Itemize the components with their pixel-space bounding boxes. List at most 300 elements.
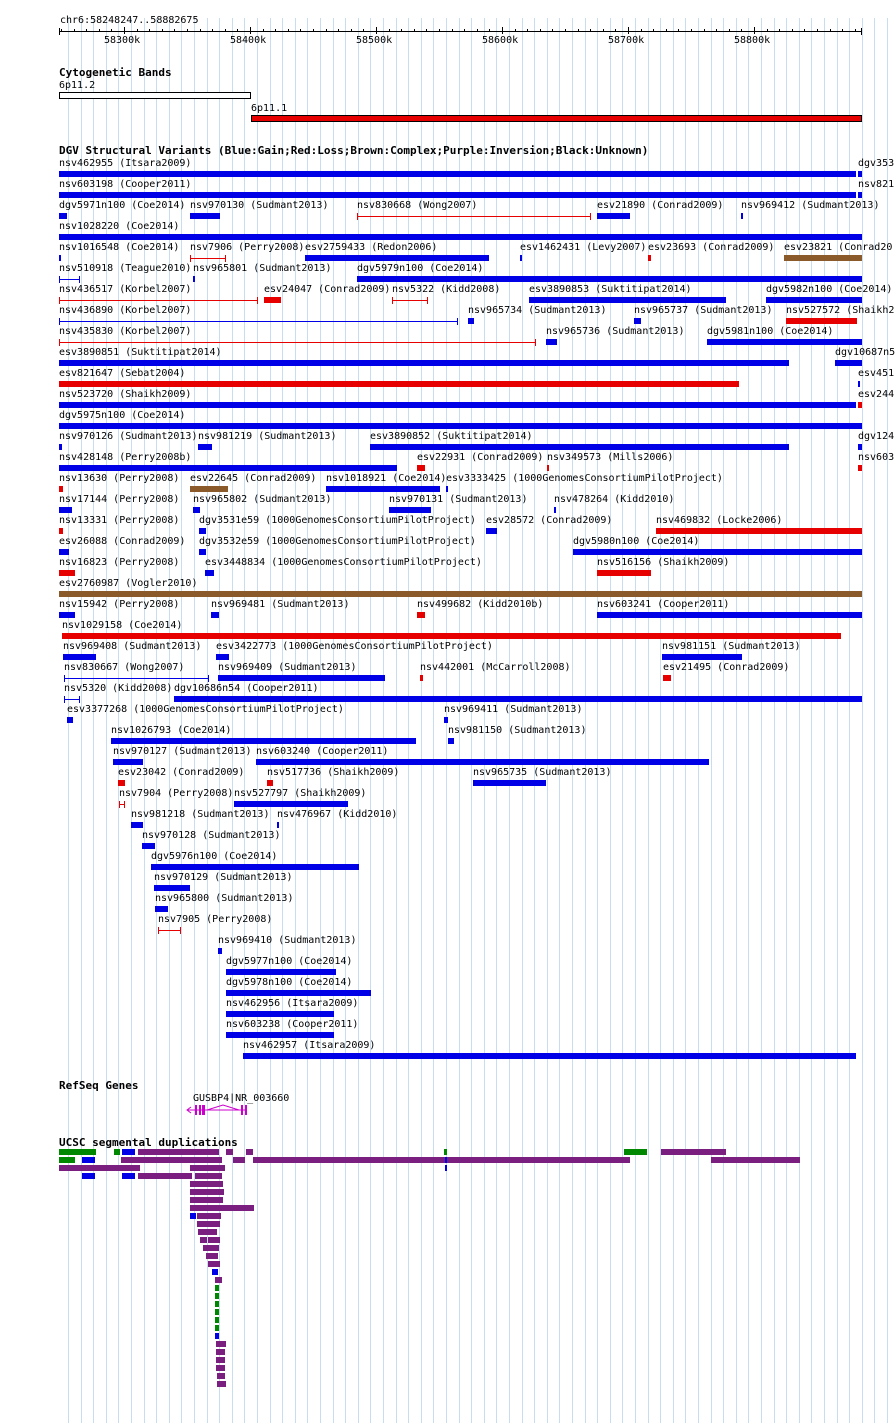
segdup-feature[interactable] <box>216 1357 225 1363</box>
variant-feature[interactable] <box>662 654 742 660</box>
variant-feature[interactable] <box>597 570 651 576</box>
variant-feature[interactable] <box>370 444 789 450</box>
variant-label[interactable]: esv21890 (Conrad2009) <box>597 200 724 211</box>
variant-feature[interactable] <box>113 759 143 765</box>
variant-label[interactable]: nsv7904 (Perry2008) <box>119 788 234 799</box>
variant-feature[interactable] <box>243 1053 856 1059</box>
variant-label[interactable]: esv451 <box>858 368 895 379</box>
variant-label[interactable]: nsv442001 (McCarroll2008) <box>420 662 571 673</box>
ruler-minor-tick <box>288 29 289 32</box>
variant-feature[interactable] <box>111 738 416 744</box>
variant-feature[interactable] <box>264 297 281 303</box>
variant-label[interactable]: nsv981151 (Sudmant2013) <box>662 641 801 652</box>
variant-feature[interactable] <box>446 486 448 492</box>
variant-label[interactable]: esv821647 (Sebat2004) <box>59 368 186 379</box>
variant-feature[interactable] <box>448 738 454 744</box>
segdup-feature[interactable] <box>190 1181 223 1187</box>
ruler-major-tick <box>250 27 251 34</box>
segdup-feature[interactable] <box>59 1157 75 1163</box>
variant-feature[interactable] <box>59 507 72 513</box>
variant-label[interactable]: esv22645 (Conrad2009) <box>190 473 317 484</box>
variant-feature[interactable] <box>218 675 385 681</box>
segdup-feature[interactable] <box>624 1149 647 1155</box>
ruler-minor-tick <box>363 29 364 32</box>
variant-label[interactable]: nsv1029158 (Coe2014) <box>62 620 183 631</box>
variant-feature[interactable] <box>226 969 336 975</box>
segdup-feature[interactable] <box>215 1293 219 1299</box>
segdup-feature[interactable] <box>82 1173 95 1179</box>
variant-label[interactable]: esv3333425 (1000GenomesConsortiumPilotProject) <box>446 473 723 484</box>
variant-feature[interactable] <box>59 486 63 492</box>
variant-label[interactable]: esv2759433 (Redon2006) <box>305 242 438 253</box>
variant-label[interactable]: esv22931 (Conrad2009) <box>417 452 544 463</box>
variant-feature[interactable] <box>573 549 862 555</box>
variant-feature[interactable] <box>858 465 862 471</box>
variant-label[interactable]: nsv435830 (Korbel2007) <box>59 326 192 337</box>
cytoband-6p11.2[interactable] <box>59 92 251 99</box>
variant-label[interactable]: esv23821 (Conrad20 <box>784 242 893 253</box>
variant-feature[interactable] <box>59 612 75 618</box>
variant-feature[interactable] <box>357 216 591 217</box>
segdup-feature[interactable] <box>138 1173 192 1179</box>
variant-feature[interactable] <box>59 591 862 597</box>
variant-label[interactable]: nsv821 <box>858 179 895 190</box>
ruler-minor-tick <box>200 29 201 32</box>
variant-feature[interactable] <box>190 486 228 492</box>
segdup-feature[interactable] <box>190 1205 254 1211</box>
variant-label[interactable]: esv3377268 (1000GenomesConsortiumPilotProject) <box>67 704 344 715</box>
variant-label[interactable]: nsv603 <box>858 452 895 463</box>
variant-feature[interactable] <box>64 699 80 700</box>
gene-feature-gusbp4[interactable] <box>185 1103 251 1117</box>
variant-feature[interactable] <box>174 696 862 702</box>
grid-line <box>660 18 661 1423</box>
variant-label[interactable]: nsv603198 (Cooper2011) <box>59 179 192 190</box>
variant-label[interactable]: esv26088 (Conrad2009) <box>59 536 186 547</box>
segdup-feature[interactable] <box>445 1165 447 1171</box>
variant-label[interactable]: nsv981219 (Sudmant2013) <box>198 431 337 442</box>
segdup-feature[interactable] <box>114 1149 120 1155</box>
segdup-feature[interactable] <box>217 1381 226 1387</box>
variant-label[interactable]: esv3890851 (Suktitipat2014) <box>59 347 222 358</box>
variant-label[interactable]: nsv516156 (Shaikh2009) <box>597 557 730 568</box>
variant-feature[interactable] <box>597 612 862 618</box>
variant-end <box>357 213 358 220</box>
variant-label[interactable]: dgv5971n100 (Coe2014) <box>59 200 186 211</box>
segdup-track-title: UCSC segmental duplications <box>59 1136 238 1149</box>
variant-label[interactable]: nsv16823 (Perry2008) <box>59 557 180 568</box>
variant-feature[interactable] <box>59 192 856 198</box>
variant-feature[interactable] <box>151 864 359 870</box>
variant-label[interactable]: esv21495 (Conrad2009) <box>663 662 790 673</box>
grid-line <box>711 18 712 1423</box>
ruler-minor-tick <box>729 29 730 32</box>
gene-label[interactable]: GUSBP4|NR_003660 <box>193 1093 290 1104</box>
variant-label[interactable]: nsv603241 (Cooper2011) <box>597 599 730 610</box>
variant-label[interactable]: esv24047 (Conrad2009) <box>264 284 391 295</box>
variant-feature[interactable] <box>277 822 279 828</box>
variant-label[interactable]: nsv13630 (Perry2008) <box>59 473 180 484</box>
variant-feature[interactable] <box>392 300 428 301</box>
variant-label[interactable]: dgv5977n100 (Coe2014) <box>226 956 353 967</box>
variant-label[interactable]: nsv965801 (Sudmant2013) <box>193 263 332 274</box>
variant-label[interactable]: nsv981218 (Sudmant2013) <box>131 809 270 820</box>
ruler-minor-tick <box>666 29 667 32</box>
variant-feature[interactable] <box>59 300 258 301</box>
segdup-feature[interactable] <box>197 1213 221 1219</box>
variant-label[interactable]: nsv1016548 (Coe2014) <box>59 242 180 253</box>
variant-label[interactable]: nsv1018921 (Coe2014) <box>326 473 447 484</box>
variant-label[interactable]: esv1462431 (Levy2007) <box>520 242 647 253</box>
variant-feature[interactable] <box>193 276 195 282</box>
grid-line <box>408 18 409 1423</box>
variant-label[interactable]: nsv462955 (Itsara2009) <box>59 158 192 169</box>
ruler-minor-tick <box>401 29 402 32</box>
segdup-feature[interactable] <box>59 1149 96 1155</box>
variant-label[interactable]: nsv7905 (Perry2008) <box>158 914 273 925</box>
cytoband-track-title: Cytogenetic Bands <box>59 66 172 79</box>
variant-label[interactable]: nsv969411 (Sudmant2013) <box>444 704 583 715</box>
variant-label[interactable]: nsv603240 (Cooper2011) <box>256 746 389 757</box>
variant-feature[interactable] <box>190 258 226 259</box>
variant-label[interactable]: dgv10687n5 <box>835 347 895 358</box>
variant-label[interactable]: nsv499682 (Kidd2010b) <box>417 599 544 610</box>
segdup-feature[interactable] <box>215 1317 219 1323</box>
grid-line <box>748 18 749 1423</box>
variant-feature[interactable] <box>59 381 739 387</box>
segdup-feature[interactable] <box>138 1149 219 1155</box>
segdup-feature[interactable] <box>195 1173 222 1179</box>
variant-feature[interactable] <box>226 990 371 996</box>
segdup-feature[interactable] <box>215 1285 219 1291</box>
variant-label[interactable]: nsv462956 (Itsara2009) <box>226 998 359 1009</box>
variant-end <box>392 297 393 304</box>
ruler-minor-tick <box>842 29 843 32</box>
variant-feature[interactable] <box>199 549 206 555</box>
variant-feature[interactable] <box>59 444 62 450</box>
segdup-feature[interactable] <box>253 1157 630 1163</box>
variant-feature[interactable] <box>389 507 431 513</box>
variant-feature[interactable] <box>707 339 862 345</box>
variant-feature[interactable] <box>154 885 190 891</box>
segdup-feature[interactable] <box>200 1237 207 1243</box>
variant-label[interactable]: nsv970131 (Sudmant2013) <box>389 494 528 505</box>
segdup-feature[interactable] <box>445 1157 447 1163</box>
variant-label[interactable]: nsv7906 (Perry2008) <box>190 242 305 253</box>
variant-label[interactable]: nsv436890 (Korbel2007) <box>59 305 192 316</box>
variant-feature[interactable] <box>305 255 489 261</box>
variant-label[interactable]: nsv603238 (Cooper2011) <box>226 1019 359 1030</box>
variant-feature[interactable] <box>858 381 860 387</box>
variant-label[interactable]: nsv1028220 (Coe2014) <box>59 221 180 232</box>
variant-feature[interactable] <box>554 507 556 513</box>
variant-label[interactable]: dgv10686n54 (Cooper2011) <box>174 683 319 694</box>
variant-feature[interactable] <box>67 717 73 723</box>
variant-label[interactable]: esv3422773 (1000GenomesConsortiumPilotProject) <box>216 641 493 652</box>
variant-feature[interactable] <box>193 507 200 513</box>
variant-feature[interactable] <box>858 402 862 408</box>
grid-line <box>370 18 371 1423</box>
variant-feature[interactable] <box>417 465 425 471</box>
grid-line <box>849 18 850 1423</box>
variant-end <box>59 339 60 346</box>
variant-label[interactable]: dgv5982n100 (Coe2014) <box>766 284 893 295</box>
variant-feature[interactable] <box>648 255 651 261</box>
segdup-feature[interactable] <box>208 1237 220 1243</box>
variant-label[interactable]: nsv969409 (Sudmant2013) <box>218 662 357 673</box>
variant-feature[interactable] <box>520 255 522 261</box>
variant-feature[interactable] <box>473 780 546 786</box>
segdup-feature[interactable] <box>216 1349 225 1355</box>
segdup-feature[interactable] <box>233 1157 245 1163</box>
variant-feature[interactable] <box>59 423 862 429</box>
variant-label[interactable]: nsv830668 (Wong2007) <box>357 200 478 211</box>
segdup-feature[interactable] <box>190 1213 196 1219</box>
segdup-feature[interactable] <box>212 1269 218 1275</box>
segdup-feature[interactable] <box>216 1365 225 1371</box>
variant-feature[interactable] <box>59 213 67 219</box>
variant-feature[interactable] <box>766 297 862 303</box>
variant-feature[interactable] <box>59 234 862 240</box>
variant-feature[interactable] <box>64 678 209 679</box>
variant-feature[interactable] <box>59 279 80 280</box>
variant-label[interactable]: nsv527572 (Shaikh2 <box>786 305 895 316</box>
segdup-feature[interactable] <box>82 1157 95 1163</box>
variant-feature[interactable] <box>256 759 709 765</box>
variant-label[interactable]: dgv5980n100 (Coe2014) <box>573 536 700 547</box>
segdup-feature[interactable] <box>226 1149 233 1155</box>
variant-label[interactable]: nsv476967 (Kidd2010) <box>277 809 398 820</box>
variant-label[interactable]: nsv523720 (Shaikh2009) <box>59 389 192 400</box>
variant-label[interactable]: nsv969410 (Sudmant2013) <box>218 935 357 946</box>
grid-line <box>522 18 523 1423</box>
variant-label[interactable]: dgv124 <box>858 431 895 442</box>
variant-feature[interactable] <box>741 213 743 219</box>
segdup-feature[interactable] <box>121 1157 222 1163</box>
variant-label[interactable]: nsv527797 (Shaikh2009) <box>234 788 367 799</box>
variant-label[interactable]: dgv5976n100 (Coe2014) <box>151 851 278 862</box>
ruler-minor-tick <box>137 29 138 32</box>
variant-feature[interactable] <box>62 633 841 639</box>
variant-feature[interactable] <box>634 318 641 324</box>
variant-label[interactable]: esv23042 (Conrad2009) <box>118 767 245 778</box>
ruler-minor-tick <box>74 29 75 32</box>
variant-feature[interactable] <box>597 213 630 219</box>
variant-label[interactable]: nsv1026793 (Coe2014) <box>111 725 232 736</box>
variant-feature[interactable] <box>784 255 862 261</box>
grid-line <box>471 18 472 1423</box>
variant-label[interactable]: nsv462957 (Itsara2009) <box>243 1040 376 1051</box>
variant-label[interactable]: nsv965800 (Sudmant2013) <box>155 893 294 904</box>
variant-feature[interactable] <box>858 444 862 450</box>
variant-label[interactable]: nsv981150 (Sudmant2013) <box>448 725 587 736</box>
variant-feature[interactable] <box>59 465 397 471</box>
variant-feature[interactable] <box>858 171 862 177</box>
variant-feature[interactable] <box>468 318 474 324</box>
variant-label[interactable]: nsv965737 (Sudmant2013) <box>634 305 773 316</box>
variant-feature[interactable] <box>858 192 862 198</box>
variant-feature[interactable] <box>59 549 69 555</box>
variant-feature[interactable] <box>59 402 856 408</box>
variant-feature[interactable] <box>786 318 857 324</box>
segdup-feature[interactable] <box>215 1301 219 1307</box>
variant-label[interactable]: nsv969481 (Sudmant2013) <box>211 599 350 610</box>
cytoband-6p11.1[interactable] <box>251 115 862 122</box>
segdup-feature[interactable] <box>190 1165 225 1171</box>
variant-feature[interactable] <box>420 675 423 681</box>
grid-line <box>547 18 548 1423</box>
segdup-feature[interactable] <box>217 1373 225 1379</box>
variant-label[interactable]: nsv965735 (Sudmant2013) <box>473 767 612 778</box>
segdup-feature[interactable] <box>215 1309 219 1315</box>
variant-label[interactable]: nsv970128 (Sudmant2013) <box>142 830 281 841</box>
variant-feature[interactable] <box>59 570 75 576</box>
variant-feature[interactable] <box>417 612 425 618</box>
variant-label[interactable]: nsv970126 (Sudmant2013) <box>59 431 198 442</box>
variant-label[interactable]: esv3448834 (1000GenomesConsortiumPilotProject) <box>205 557 482 568</box>
variant-feature[interactable] <box>357 276 862 282</box>
variant-end <box>190 255 191 262</box>
variant-label[interactable]: esv28572 (Conrad2009) <box>486 515 613 526</box>
variant-label[interactable]: dgv5978n100 (Coe2014) <box>226 977 353 988</box>
variant-label[interactable]: nsv970129 (Sudmant2013) <box>154 872 293 883</box>
segdup-feature[interactable] <box>444 1149 447 1155</box>
variant-label[interactable]: dgv5975n100 (Coe2014) <box>59 410 186 421</box>
segdup-feature[interactable] <box>215 1333 219 1339</box>
variant-label[interactable]: dgv5979n100 (Coe2014) <box>357 263 484 274</box>
variant-end <box>208 675 209 682</box>
variant-feature[interactable] <box>118 780 125 786</box>
variant-feature[interactable] <box>226 1011 334 1017</box>
variant-feature[interactable] <box>205 570 214 576</box>
segdup-feature[interactable] <box>203 1245 219 1251</box>
variant-label[interactable]: nsv969408 (Sudmant2013) <box>63 641 202 652</box>
segdup-feature[interactable] <box>190 1189 224 1195</box>
variant-feature[interactable] <box>444 717 448 723</box>
grid-line <box>496 18 497 1423</box>
variant-label[interactable]: nsv965802 (Sudmant2013) <box>193 494 332 505</box>
variant-feature[interactable] <box>59 360 789 366</box>
variant-label[interactable]: dgv3531e59 (1000GenomesConsortiumPilotProject) <box>199 515 476 526</box>
grid-line <box>181 18 182 1423</box>
variant-label[interactable]: nsv970127 (Sudmant2013) <box>113 746 252 757</box>
variant-label[interactable]: esv3890852 (Suktitipat2014) <box>370 431 533 442</box>
variant-label[interactable]: dgv5981n100 (Coe2014) <box>707 326 834 337</box>
grid-line <box>232 18 233 1423</box>
variant-label[interactable]: nsv13331 (Perry2008) <box>59 515 180 526</box>
variant-feature[interactable] <box>218 948 222 954</box>
ruler-minor-tick <box>338 29 339 32</box>
grid-line <box>345 18 346 1423</box>
variant-feature[interactable] <box>190 213 220 219</box>
grid-line <box>358 18 359 1423</box>
variant-feature[interactable] <box>216 654 229 660</box>
variant-label[interactable]: nsv349573 (Mills2006) <box>547 452 674 463</box>
segdup-feature[interactable] <box>122 1149 135 1155</box>
variant-feature[interactable] <box>59 528 63 534</box>
variant-feature[interactable] <box>59 171 856 177</box>
variant-label[interactable]: nsv970130 (Sudmant2013) <box>190 200 329 211</box>
segdup-feature[interactable] <box>197 1221 220 1227</box>
ruler-major-tick <box>124 27 125 34</box>
variant-label[interactable]: nsv969412 (Sudmant2013) <box>741 200 880 211</box>
variant-label[interactable]: nsv428148 (Perry2008b) <box>59 452 192 463</box>
variant-label[interactable]: dgv3532e59 (1000GenomesConsortiumPilotProject) <box>199 536 476 547</box>
segdup-feature[interactable] <box>711 1157 800 1163</box>
variant-label[interactable]: esv2760987 (Vogler2010) <box>59 578 198 589</box>
variant-feature[interactable] <box>59 255 61 261</box>
ruler-minor-tick <box>313 29 314 32</box>
segdup-feature[interactable] <box>661 1149 726 1155</box>
segdup-feature[interactable] <box>59 1165 140 1171</box>
segdup-feature[interactable] <box>246 1149 253 1155</box>
variant-label[interactable]: nsv436517 (Korbel2007) <box>59 284 192 295</box>
variant-feature[interactable] <box>835 360 862 366</box>
variant-feature[interactable] <box>59 342 536 343</box>
variant-label[interactable]: dgv353 <box>858 158 895 169</box>
variant-label[interactable]: nsv469832 (Locke2006) <box>656 515 783 526</box>
segdup-feature[interactable] <box>198 1229 217 1235</box>
variant-feature[interactable] <box>326 486 440 492</box>
segdup-feature[interactable] <box>122 1173 135 1179</box>
ruler-minor-tick <box>212 29 213 32</box>
variant-feature[interactable] <box>199 528 206 534</box>
variant-feature[interactable] <box>663 675 671 681</box>
variant-feature[interactable] <box>226 1032 334 1038</box>
variant-feature[interactable] <box>158 930 181 931</box>
segdup-feature[interactable] <box>216 1341 226 1347</box>
grid-line <box>648 18 649 1423</box>
segdup-feature[interactable] <box>215 1277 222 1283</box>
variant-label[interactable]: nsv5320 (Kidd2008) <box>64 683 173 694</box>
variant-feature[interactable] <box>486 528 497 534</box>
variant-label[interactable]: nsv17144 (Perry2008) <box>59 494 180 505</box>
variant-feature[interactable] <box>546 339 557 345</box>
variant-label[interactable]: nsv965736 (Sudmant2013) <box>546 326 685 337</box>
variant-label[interactable]: nsv517736 (Shaikh2009) <box>267 767 400 778</box>
variant-label[interactable]: esv23693 (Conrad2009) <box>648 242 775 253</box>
variant-feature[interactable] <box>547 465 549 471</box>
variant-feature[interactable] <box>198 444 212 450</box>
ruler-minor-tick <box>779 29 780 32</box>
variant-label[interactable]: nsv478264 (Kidd2010) <box>554 494 675 505</box>
segdup-feature[interactable] <box>190 1197 223 1203</box>
variant-feature[interactable] <box>142 843 155 849</box>
variant-label[interactable]: esv244 <box>858 389 895 400</box>
segdup-feature[interactable] <box>206 1253 218 1259</box>
segdup-feature[interactable] <box>215 1325 219 1331</box>
variant-label[interactable]: nsv965734 (Sudmant2013) <box>468 305 607 316</box>
variant-feature[interactable] <box>234 801 348 807</box>
variant-feature[interactable] <box>131 822 143 828</box>
variant-feature[interactable] <box>656 528 862 534</box>
variant-label[interactable]: nsv15942 (Perry2008) <box>59 599 180 610</box>
grid-line <box>270 18 271 1423</box>
variant-label[interactable]: nsv830667 (Wong2007) <box>64 662 185 673</box>
variant-label[interactable]: nsv510918 (Teague2010) <box>59 263 192 274</box>
variant-feature[interactable] <box>63 654 96 660</box>
variant-label[interactable]: nsv5322 (Kidd2008) <box>392 284 501 295</box>
variant-feature[interactable] <box>155 906 168 912</box>
grid-line <box>786 18 787 1423</box>
segdup-feature[interactable] <box>208 1261 220 1267</box>
variant-feature[interactable] <box>211 612 219 618</box>
variant-feature[interactable] <box>267 780 273 786</box>
ruler-minor-tick <box>86 29 87 32</box>
variant-feature[interactable] <box>529 297 726 303</box>
variant-feature[interactable] <box>59 321 458 322</box>
variant-label[interactable]: esv3890853 (Suktitipat2014) <box>529 284 692 295</box>
